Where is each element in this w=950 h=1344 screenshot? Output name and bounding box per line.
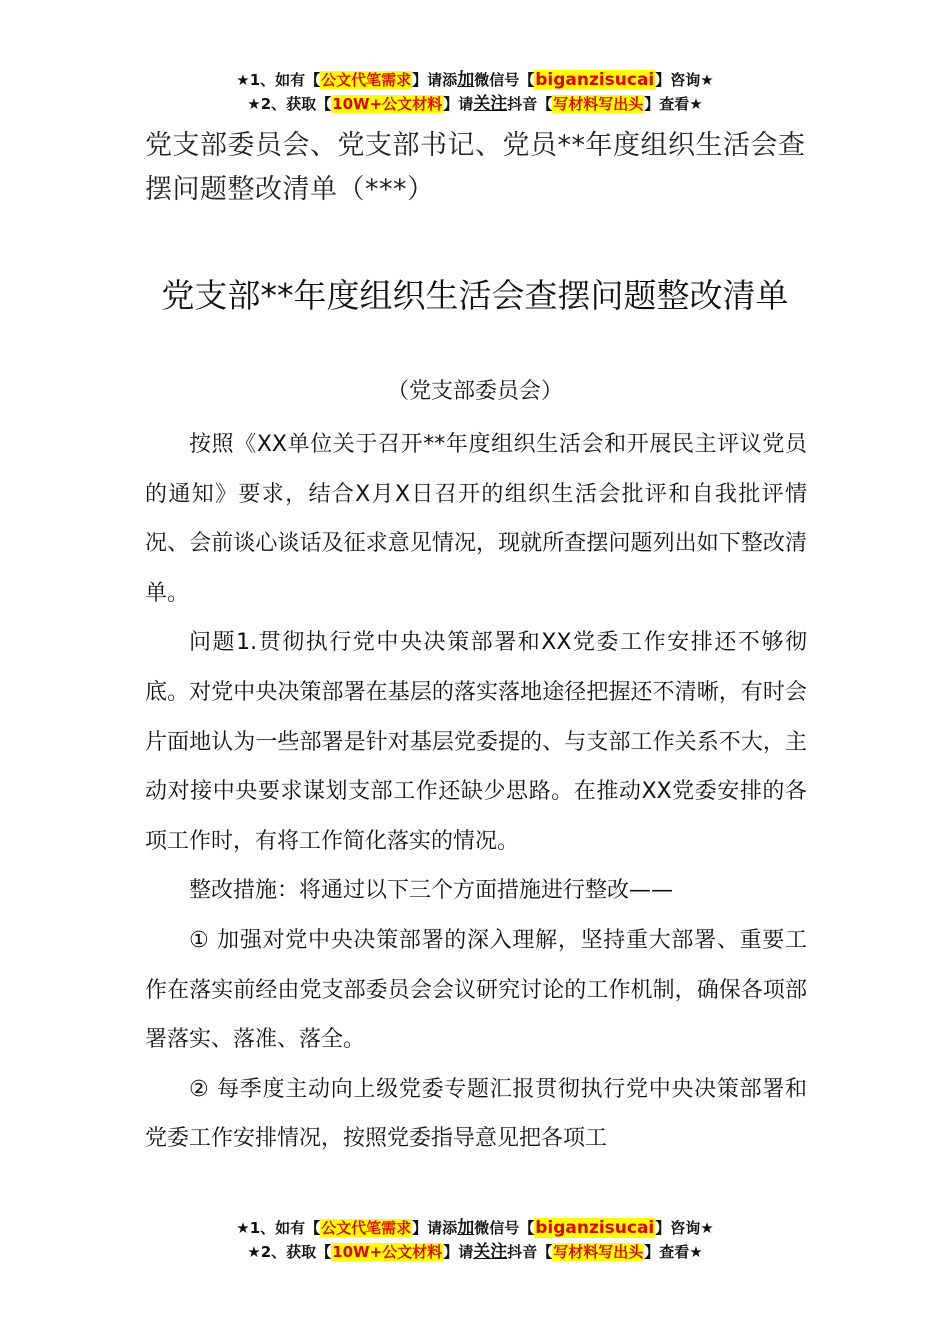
promo-line-1: ★1、如有【公文代笔需求】请添加微信号【biganzisucai】咨询★ bbox=[236, 1218, 714, 1238]
promo-banner-top bbox=[0, 68, 950, 116]
paragraph: 整改措施：将通过以下三个方面措施进行整改—— bbox=[189, 878, 674, 904]
highlight-text: biganzisucai bbox=[535, 70, 655, 90]
highlight-text: 10W+公文材料 bbox=[332, 1243, 443, 1261]
promo-line-1: ★1、如有【公文代笔需求】请添加微信号【biganzisucai】咨询★ bbox=[236, 70, 714, 90]
highlight-text: 公文代笔需求 bbox=[321, 1219, 412, 1237]
paragraph: 问题1.贯彻执行党中央决策部署和XX党委工作安排还不够彻底。对党中央决策部署在基层的落实落地途径把握还不清晰，有时会片面地认为一些部署是针对基层党委提的、与支部工作关系不大，主动对接中央要求谋划支部工作还缺少思路。在推动XX党委安排的各项工作时，有将工作简化落实的情况。 bbox=[145, 630, 807, 854]
paragraph: ① 加强对党中央决策部署的深入理解，坚持重大部署、重要工作在落实前经由党支部委员会会议研究讨论的工作机制，确保各项部署落实、落准、落全。 bbox=[145, 927, 807, 1053]
paragraph: 按照《XX单位关于召开**年度组织生活会和开展民主评议党员的通知》要求，结合X月X日召开的组织生活会批评和自我批评情况、会前谈心谈话及征求意见情况，现就所查摆问题列出如下整改清单。 bbox=[145, 432, 807, 606]
promo-banner-bottom bbox=[0, 1216, 950, 1264]
promo-line-2: ★2、获取【10W+公文材料】请关注抖音【写材料写出头】查看★ bbox=[247, 94, 703, 114]
document-body bbox=[145, 420, 807, 1164]
paragraph: ② 每季度主动向上级党委专题汇报贯彻执行党中央决策部署和党委工作安排情况，按照党委指导意见把各项工 bbox=[145, 1076, 807, 1152]
highlight-text: 写材料写出头 bbox=[553, 95, 644, 113]
highlight-text: 公文代笔需求 bbox=[321, 71, 412, 89]
highlight-text: biganzisucai bbox=[535, 1218, 655, 1238]
subtitle: （党支部委员会） bbox=[386, 379, 563, 404]
promo-line-2: ★2、获取【10W+公文材料】请关注抖音【写材料写出头】查看★ bbox=[247, 1242, 703, 1262]
highlight-text: 10W+公文材料 bbox=[332, 95, 443, 113]
main-title: 党支部**年度组织生活会查摆问题整改清单 bbox=[161, 276, 789, 315]
highlight-text: 写材料写出头 bbox=[553, 1243, 644, 1261]
document-heading: 党支部委员会、党支部书记、党员**年度组织生活会查摆问题整改清单（***） bbox=[145, 130, 806, 205]
